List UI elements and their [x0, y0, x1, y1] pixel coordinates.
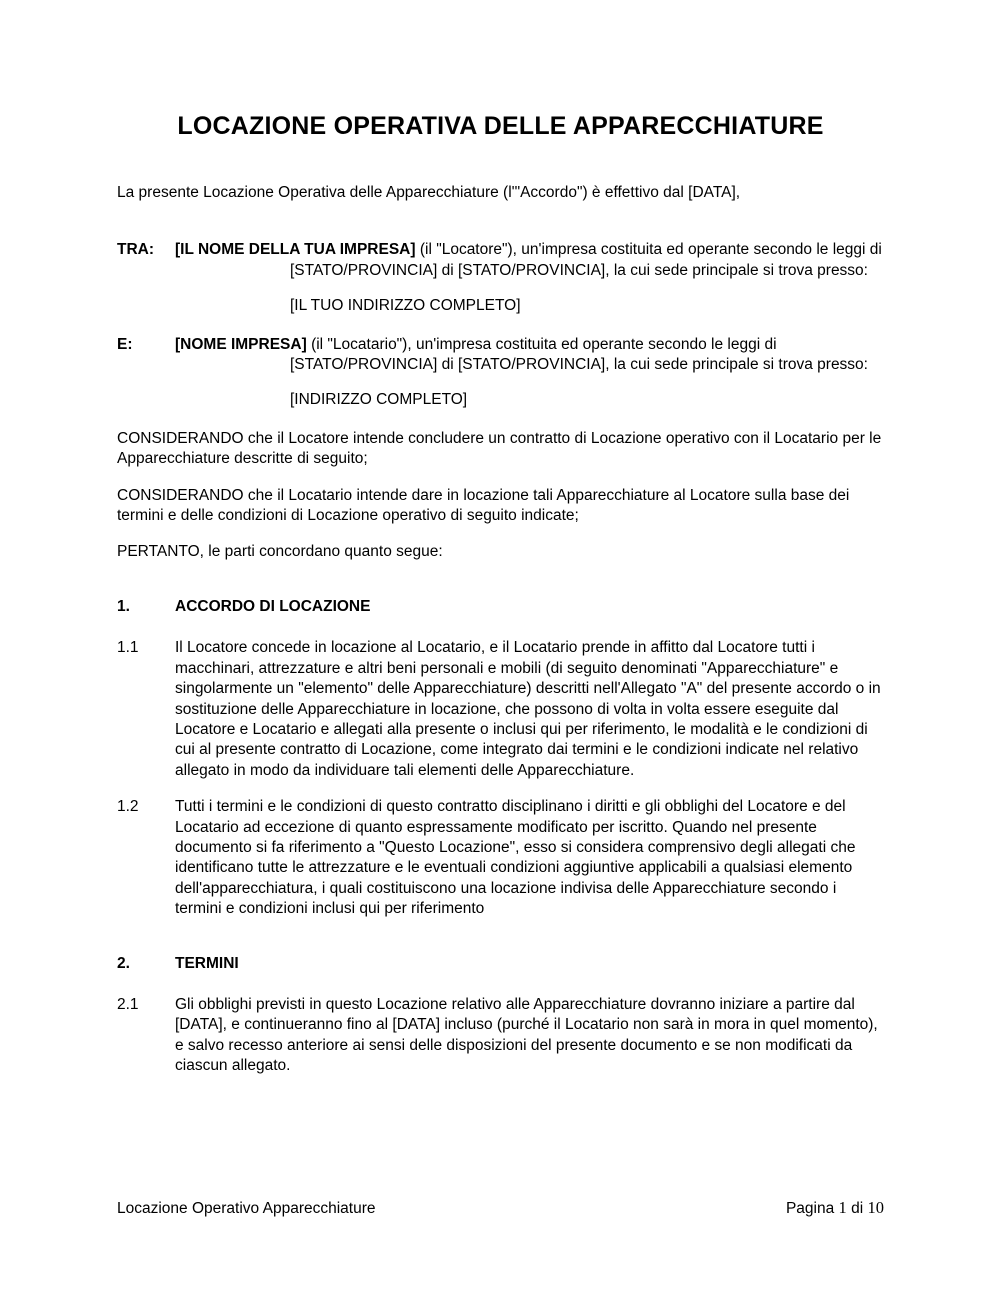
footer-page-number — [786, 1198, 884, 1219]
party-block-lessor — [117, 240, 884, 316]
party-label-tra: TRA: — [117, 241, 155, 259]
page-footer — [117, 1198, 884, 1219]
pertanto-clause: PERTANTO, le parti concordano quanto segue: — [117, 543, 443, 561]
clause-number-1-2: 1.2 — [117, 798, 139, 816]
recital-locatario: CONSIDERANDO che il Locatario intende dare in locazione tali Apparecchiature al Locatore sulla base dei termini e delle condizioni di Locazione operativo di seguito indicate; — [117, 486, 850, 525]
clause-number-1-1: 1.1 — [117, 639, 139, 657]
party-address-placeholder-lessee: [INDIRIZZO COMPLETO] — [290, 391, 468, 409]
clause-text-1-2: Tutti i termini e le condizioni di questo contratto disciplinano i diritti e gli obblighi del Locatore e del Locatario ad eccezione di quanto espressamente modificato per iscritto. Quando nel presente documento si fa riferimento a "Questo Locazione", esso si considera comprensivo degli allegati che identificano tutte le attrezzature e le eventuali condizioni aggiuntive applicabili a qualsiasi elemento dell'apparecchiatura, i quali costituiscono una locazione indivisa delle Apparecchiature secondo i termini e condizioni inclusi qui per riferimento — [175, 798, 856, 918]
clause-number-2-1: 2.1 — [117, 995, 139, 1013]
party-name-placeholder-lessor: [IL NOME DELLA TUA IMPRESA] — [175, 241, 416, 259]
footer-page-of: di — [851, 1200, 864, 1217]
section-title-2: TERMINI — [175, 954, 239, 972]
footer-page-label: Pagina — [785, 1200, 835, 1217]
section-heading-1 — [117, 597, 884, 617]
clause-2-1 — [117, 995, 884, 1077]
party-address-placeholder-lessor: [IL TUO INDIRIZZO COMPLETO] — [290, 297, 521, 315]
intro-paragraph: La presente Locazione Operativa delle Apparecchiature (l'"Accordo") è effettivo dal [DATA], — [117, 184, 741, 201]
clause-1-2 — [117, 797, 884, 919]
party-text-lessor: (il "Locatore"), un'impresa costituita ed operante secondo le leggi di [STATO/PROVINCIA] di [STATO/PROVINCIA], la cui sede principale si trova presso: — [290, 241, 882, 279]
footer-document-name: Locazione Operativo Apparecchiature — [117, 1200, 376, 1217]
party-text-lessee: (il "Locatario"), un'impresa costituita ed operante secondo le leggi di [STATO/PROVINCIA] di [STATO/PROVINCIA], la cui sede principale si trova presso: — [290, 335, 868, 374]
party-label-e: E: — [117, 335, 133, 353]
footer-page-current: 1 — [838, 1198, 847, 1217]
footer-page-total: 10 — [867, 1198, 884, 1217]
party-description-lessee — [175, 335, 884, 376]
document-title: LOCAZIONE OPERATIVA DELLE APPARECCHIATURE — [177, 112, 824, 140]
clause-1-1 — [117, 638, 884, 781]
section-title-1: ACCORDO DI LOCAZIONE — [175, 597, 371, 615]
party-description-lessor — [175, 240, 884, 281]
section-heading-2 — [117, 954, 884, 974]
section-number-2: 2. — [117, 954, 130, 972]
clause-text-2-1: Gli obblighi previsti in questo Locazione relativo alle Apparecchiature dovranno iniziare a partire dal [DATA], e continueranno fino al [DATA] incluso (purché il Locatario non sarà in mora in quel momento), e salvo recesso anteriore ai sensi delle disposizioni del presente documento e se non modificati da ciascun allegato. — [175, 995, 878, 1075]
recital-locatore: CONSIDERANDO che il Locatore intende concludere un contratto di Locazione operativo con il Locatario per le Apparecchiature descritte di seguito; — [117, 429, 882, 468]
clause-text-1-1: Il Locatore concede in locazione al Locatario, e il Locatario prende in affitto dal Locatore tutti i macchinari, attrezzature e altri beni personali e mobili (di seguito denominati "Apparecchiature" e singolarmente un "elemento" delle Apparecchiature) descritti nell'Allegato "A" del presente accordo o in sostituzione delle Apparecchiature in locazione, che possono di volta in volta essere eseguite dal Locatore e Locatario e allegati alla presente o inclusi qui per riferimento, le modalità e le condizioni di cui al presente contratto di Locazione, come integrato dai termini e le condizioni indicate nel relativo allegato in modo da individuare tali elementi delle Apparecchiature. — [175, 639, 881, 779]
section-number-1: 1. — [117, 597, 130, 615]
party-block-lessee — [117, 335, 884, 411]
party-name-placeholder-lessee: [NOME IMPRESA] — [175, 335, 307, 353]
